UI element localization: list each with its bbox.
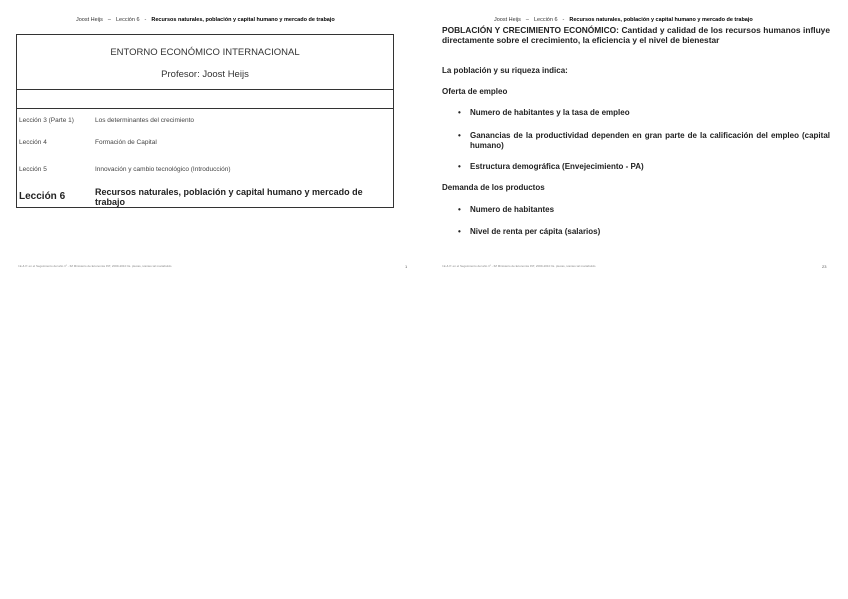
- list-item: • Nivel de renta per cápita (salarios): [458, 227, 601, 236]
- left-page-header: [76, 17, 335, 23]
- header-separator: –: [107, 17, 111, 23]
- slide-title: POBLACIÓN Y CRECIMIENTO ECONÓMICO: Cantidad y calidad de los recursos humanos influye directamente sobre el crecimiento, la eficiencia y el nivel de bienestar: [442, 25, 830, 45]
- bullet-icon: •: [458, 131, 461, 140]
- demand-list: [458, 205, 830, 215]
- supply-heading: Oferta de empleo: [442, 87, 508, 96]
- list-item: • Numero de habitantes y la tasa de empleo: [458, 108, 630, 117]
- list-item: • Numero de habitantes: [458, 205, 555, 214]
- header-author: Joost Heijs: [76, 17, 103, 23]
- header-topic: Recursos naturales, población y capital humano y mercado de trabajo: [151, 17, 335, 23]
- course-title: ENTORNO ECONÓMICO INTERNACIONAL: [110, 47, 300, 58]
- lesson-number: Lección 4: [19, 139, 47, 146]
- list-item: • Estructura demográfica (Envejecimiento - PA): [458, 162, 644, 171]
- lesson-row: [19, 139, 389, 146]
- lesson-title: Innovación y cambio tecnológico (Introducción): [95, 166, 231, 173]
- header-lesson: Lección 6: [533, 17, 558, 23]
- divider: [17, 108, 393, 109]
- list-item: • Ganancias de la productividad dependen en gran parte de la calificación del empleo (capital humano): [458, 131, 830, 150]
- supply-list: [458, 131, 830, 151]
- header-author: Joost Heijs: [494, 17, 521, 23]
- course-title-box: [16, 34, 394, 208]
- lesson-row-current: [19, 187, 389, 207]
- lesson-title: Formación de Capital: [95, 139, 157, 146]
- lesson-title: Los determinantes del crecimiento: [95, 117, 194, 124]
- right-page-header: [494, 17, 753, 23]
- header-separator-2: -: [144, 17, 147, 23]
- bullet-icon: •: [458, 205, 461, 214]
- right-page-number: 23: [822, 264, 827, 269]
- lesson-number: Lección 6: [19, 191, 66, 202]
- demand-heading: Demanda de los productos: [442, 183, 545, 192]
- intro-text: La población y su riqueza indica:: [442, 66, 568, 75]
- supply-list: [458, 162, 830, 172]
- lesson-number: Lección 3 (Parte 1): [19, 117, 74, 124]
- header-lesson: Lección 6: [115, 17, 140, 23]
- supply-list: [458, 108, 830, 118]
- lesson-title: Recursos naturales, población y capital humano y mercado de trabajo: [95, 187, 363, 207]
- bullet-icon: •: [458, 108, 461, 117]
- left-footer: I.E.& P. en el Seguimiento del año 1º - IM Ministerio de Economia INT, 2009-2010 Its. plecas, ivantes tal mariabuldo: [18, 264, 172, 268]
- lesson-row: [19, 117, 389, 124]
- header-topic: Recursos naturales, población y capital humano y mercado de trabajo: [569, 17, 753, 23]
- lesson-row: [19, 166, 389, 173]
- bullet-icon: •: [458, 162, 461, 171]
- bullet-icon: •: [458, 227, 461, 236]
- header-separator: –: [525, 17, 529, 23]
- left-page-number: 1: [405, 264, 408, 269]
- demand-list: [458, 227, 830, 237]
- right-footer: I.E.& P. en el Seguimiento del año 1º - IM Ministerio de Economia INT, 2009-2010 Its. plecas, ivantes tal mariabuldo: [442, 264, 596, 268]
- lesson-number: Lección 5: [19, 166, 47, 173]
- header-separator-2: -: [562, 17, 565, 23]
- professor-name: Profesor: Joost Heijs: [161, 69, 249, 80]
- divider: [17, 89, 393, 90]
